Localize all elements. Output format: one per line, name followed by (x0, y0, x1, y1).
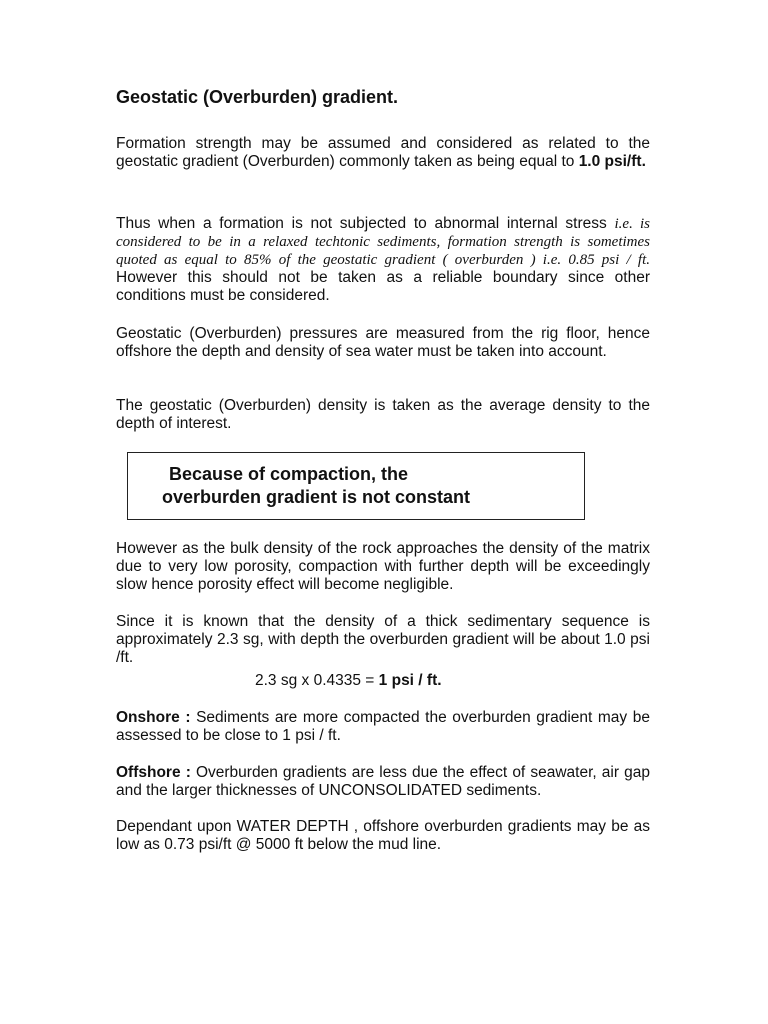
paragraph-rig-floor: Geostatic (Overburden) pressures are measured from the rig floor, hence offshore the depth and density of sea water must be taken into account. (116, 325, 650, 360)
paragraph-bulk-density: However as the bulk density of the rock approaches the density of the matrix due to very low porosity, compaction with further depth will be exceedingly slow hence porosity effect will become negligible. (116, 540, 650, 593)
onshore-label: Onshore : (116, 709, 191, 726)
gradient-value: 1.0 psi/ft. (578, 153, 646, 170)
offshore-text: Overburden gradients are less due the effect of seawater, air gap and the larger thicknesses of UNCONSOLIDATED sediments. (116, 764, 650, 799)
gradient-formula (255, 672, 442, 690)
callout-line-2: overburden gradient is not constant (162, 487, 471, 507)
boundary-caveat: However this should not be taken as a reliable boundary since other conditions must be considered. (116, 269, 650, 304)
onshore-text: Sediments are more compacted the overburden gradient may be assessed to be close to 1 psi / ft. (116, 709, 650, 744)
relaxed-sediments-note: i.e. is considered to be in a relaxed techtonic sediments, formation strength is sometimes quoted as equal to 85% of the geostatic gradient ( overburden ) i.e. 0.85 psi / ft. (116, 216, 650, 268)
paragraph-offshore (116, 764, 650, 800)
formation-strength-text: Formation strength may be assumed and considered as related to the geostatic gradient (Overburden) commonly taken as being equal to (116, 135, 650, 170)
paragraph-formation-strength (116, 135, 650, 171)
paragraph-average-density: The geostatic (Overburden) density is taken as the average density to the depth of interest. (116, 397, 650, 432)
abnormal-stress-line: Thus when a formation is not subjected to abnormal internal stress (116, 215, 607, 232)
paragraph-abnormal-stress (116, 215, 650, 305)
offshore-label: Offshore : (116, 764, 191, 781)
compaction-callout-box (127, 452, 585, 520)
paragraph-sedimentary-sequence: Since it is known that the density of a thick sedimentary sequence is approximately 2.3 sg, with depth the overburden gradient will be about 1.0 psi /ft. (116, 613, 650, 666)
paragraph-onshore (116, 709, 650, 745)
paragraph-water-depth: Dependant upon WATER DEPTH , offshore overburden gradients may be as low as 0.73 psi/ft @ 5000 ft below the mud line. (116, 818, 650, 853)
formula-result: 1 psi / ft. (378, 672, 442, 689)
callout-text (162, 463, 470, 509)
page-title: Geostatic (Overburden) gradient. (116, 87, 399, 107)
callout-line-1: Because of compaction, the (169, 464, 409, 484)
formula-expression: 2.3 sg x 0.4335 = (255, 672, 379, 689)
